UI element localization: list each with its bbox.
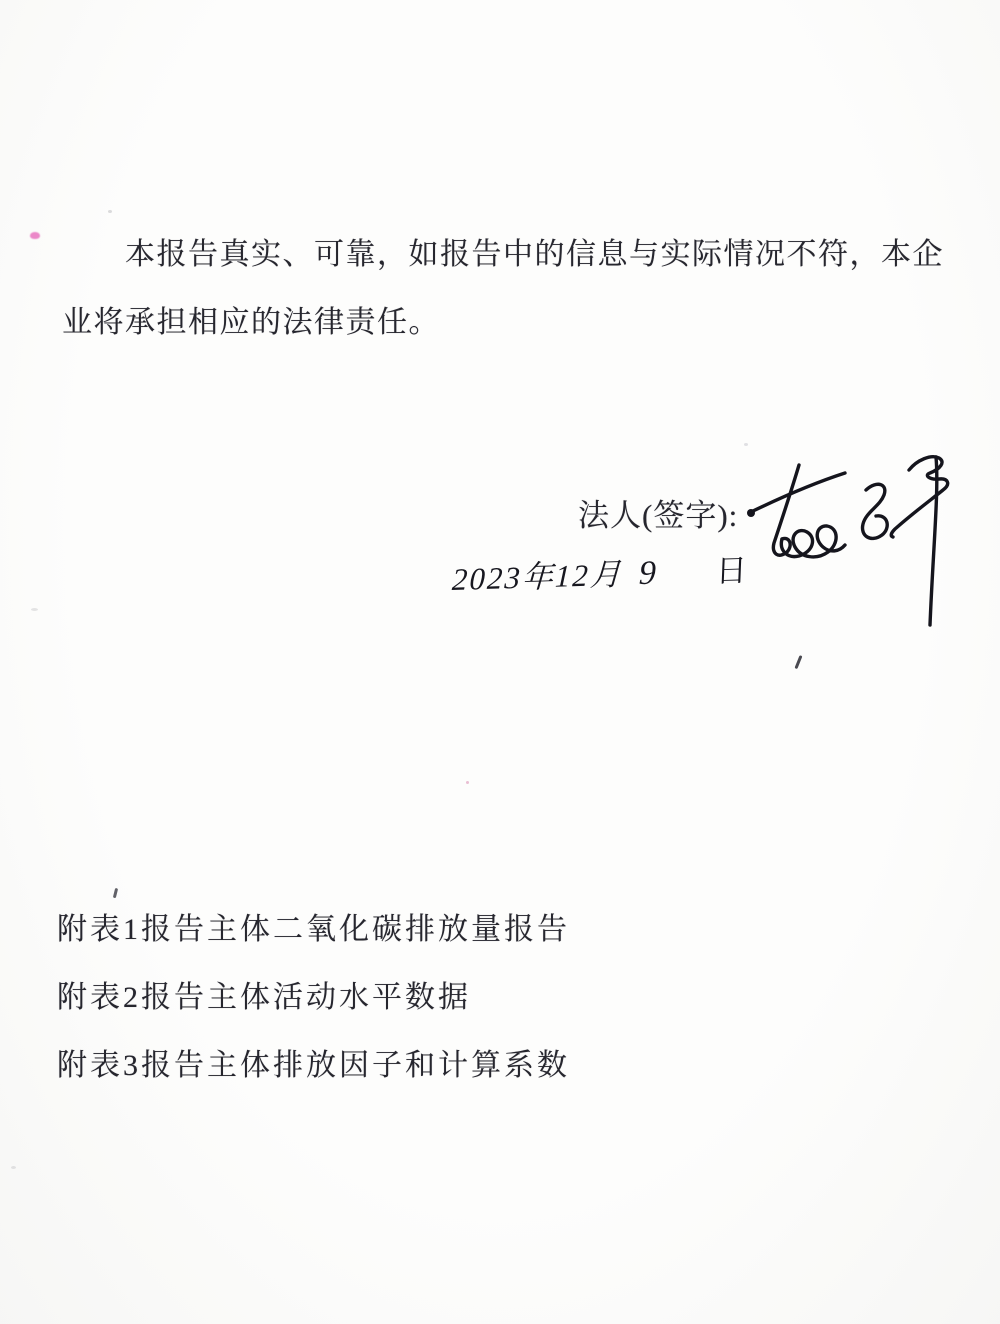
date-year-month: 2023年12月 [451, 556, 624, 598]
ink-slash-mark [794, 655, 802, 669]
signature-stroke [862, 484, 887, 538]
attachment-list [57, 896, 570, 1100]
date-day-unit: 日 [715, 552, 750, 589]
handwritten-date [451, 549, 750, 602]
pink-ink-speck [30, 232, 40, 239]
statement-paragraph [62, 221, 952, 357]
attachment-item-1: 附表1报告主体二氧化碳排放量报告 [57, 913, 570, 946]
date-day: 9 [638, 554, 659, 593]
attachment-item-3: 附表3报告主体排放因子和计算系数 [57, 1049, 570, 1082]
attachment-item-2: 附表2报告主体活动水平数据 [57, 981, 471, 1014]
signature-stroke [753, 473, 845, 511]
pink-ink-speck-small [466, 781, 469, 784]
statement-line-1: 本报告真实、可靠，如报告中的信息与实际情况不符，本企 [125, 238, 944, 271]
scan-speck [744, 443, 748, 446]
scan-speck [108, 210, 112, 213]
signature-stroke [930, 457, 937, 625]
legal-person-signature-label: 法人(签字): [578, 498, 739, 533]
statement-line-2: 业将承担相应的法律责任。 [62, 306, 440, 339]
signature-stroke [773, 465, 799, 555]
legal-person-handwritten-signature [735, 430, 975, 640]
scan-speck [11, 1166, 16, 1169]
signature-stroke [891, 457, 947, 537]
scan-speck [31, 608, 38, 611]
